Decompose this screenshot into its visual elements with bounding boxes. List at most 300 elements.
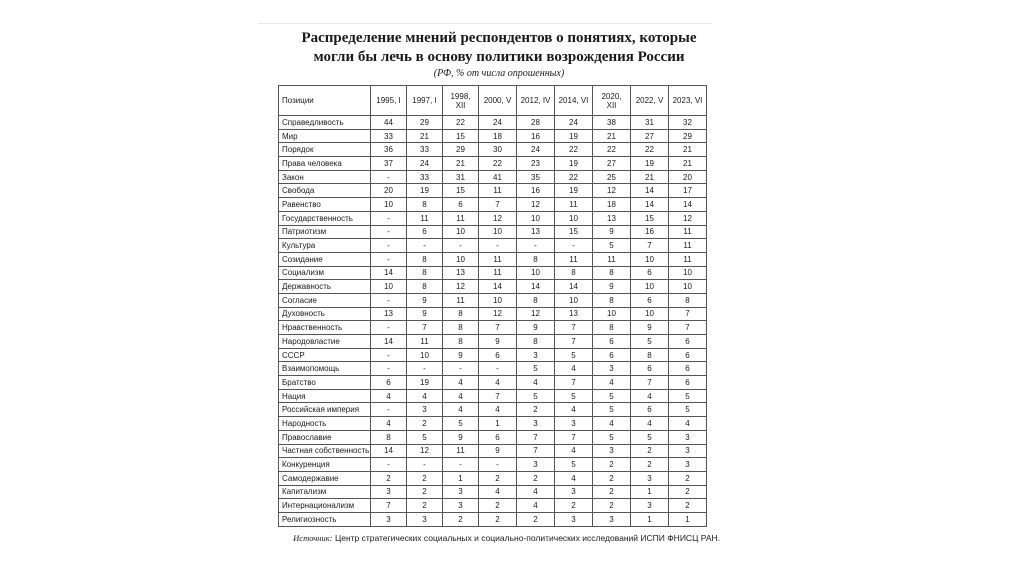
table-cell: - <box>371 362 407 376</box>
table-cell: 38 <box>593 116 631 130</box>
row-label: Созидание <box>279 252 371 266</box>
table-cell: 3 <box>593 444 631 458</box>
column-header-period: 1997, I <box>407 86 443 116</box>
table-cell: 2 <box>443 512 479 526</box>
table-cell: 2 <box>479 471 517 485</box>
table-cell: 13 <box>555 307 593 321</box>
row-label: Братство <box>279 376 371 390</box>
row-label: Взаимопомощь <box>279 362 371 376</box>
table-cell: 21 <box>593 129 631 143</box>
table-cell: 21 <box>631 170 669 184</box>
table-cell: - <box>371 252 407 266</box>
table-cell: 5 <box>669 389 707 403</box>
table-cell: 7 <box>555 376 593 390</box>
table-cell: 2 <box>407 499 443 513</box>
table-cell: 10 <box>631 307 669 321</box>
table-row <box>279 170 707 184</box>
table-cell: 18 <box>479 129 517 143</box>
table-row <box>279 239 707 253</box>
table-row <box>279 184 707 198</box>
table-cell: 21 <box>669 157 707 171</box>
table-row <box>279 348 707 362</box>
table-cell: 19 <box>631 157 669 171</box>
column-header-period: 1995, I <box>371 86 407 116</box>
row-label: Права человека <box>279 157 371 171</box>
table-cell: 2 <box>517 471 555 485</box>
table-cell: 2 <box>371 471 407 485</box>
table-row <box>279 362 707 376</box>
table-cell: 5 <box>669 403 707 417</box>
table-cell: 5 <box>631 335 669 349</box>
table-cell: 15 <box>631 211 669 225</box>
table-cell: - <box>371 293 407 307</box>
table-cell: 44 <box>371 116 407 130</box>
table-cell: 30 <box>479 143 517 157</box>
table-cell: 28 <box>517 116 555 130</box>
table-cell: 21 <box>443 157 479 171</box>
table-cell: 31 <box>443 170 479 184</box>
table-cell: 4 <box>479 403 517 417</box>
source-note <box>270 533 720 543</box>
table-cell: 41 <box>479 170 517 184</box>
table-cell: 8 <box>443 307 479 321</box>
table-cell: 4 <box>443 376 479 390</box>
table-row <box>279 430 707 444</box>
table-cell: 11 <box>669 225 707 239</box>
table-cell: 1 <box>631 485 669 499</box>
table-cell: 23 <box>517 157 555 171</box>
table-cell: 14 <box>555 280 593 294</box>
table-cell: - <box>371 321 407 335</box>
row-label: Государственность <box>279 211 371 225</box>
table-cell: 8 <box>593 266 631 280</box>
table-cell: 11 <box>479 266 517 280</box>
table-cell: 13 <box>593 211 631 225</box>
table-cell: 1 <box>669 512 707 526</box>
table-cell: 35 <box>517 170 555 184</box>
column-header-period: 2014, VI <box>555 86 593 116</box>
table-cell: 19 <box>407 376 443 390</box>
table-cell: 6 <box>593 335 631 349</box>
table-cell: 14 <box>631 184 669 198</box>
row-label: Державность <box>279 280 371 294</box>
table-cell: 9 <box>443 430 479 444</box>
table-cell: 7 <box>555 321 593 335</box>
table-row <box>279 143 707 157</box>
table-cell: 12 <box>407 444 443 458</box>
table-cell: 13 <box>371 307 407 321</box>
table-cell: 8 <box>593 321 631 335</box>
table-cell: 3 <box>669 444 707 458</box>
table-cell: 1 <box>443 471 479 485</box>
table-cell: 2 <box>593 485 631 499</box>
table-cell: - <box>371 170 407 184</box>
table-cell: 4 <box>517 499 555 513</box>
table-cell: 10 <box>479 225 517 239</box>
table-cell: 10 <box>371 280 407 294</box>
table-row <box>279 157 707 171</box>
row-label: Интернационализм <box>279 499 371 513</box>
table-cell: 3 <box>407 403 443 417</box>
row-label: Религиозность <box>279 512 371 526</box>
table-cell: 14 <box>371 335 407 349</box>
table-cell: - <box>371 403 407 417</box>
table-cell: 14 <box>479 280 517 294</box>
table-cell: 3 <box>555 417 593 431</box>
source-text: Центр стратегических социальных и социально-политических исследований ИСПИ ФНИСЦ РАН. <box>332 532 720 543</box>
table-row <box>279 389 707 403</box>
table-row <box>279 266 707 280</box>
table-cell: - <box>443 362 479 376</box>
table-cell: 7 <box>555 335 593 349</box>
table-cell: 2 <box>555 499 593 513</box>
table-cell: 5 <box>555 389 593 403</box>
table-cell: 3 <box>669 430 707 444</box>
opinions-table <box>278 85 707 527</box>
table-cell: 24 <box>555 116 593 130</box>
table-cell: 4 <box>443 403 479 417</box>
table-cell: 8 <box>407 198 443 212</box>
row-label: Частная собственность <box>279 444 371 458</box>
table-cell: 20 <box>669 170 707 184</box>
table-cell: - <box>479 239 517 253</box>
row-label: Социализм <box>279 266 371 280</box>
table-cell: 6 <box>669 362 707 376</box>
table-cell: 31 <box>631 116 669 130</box>
table-cell: 15 <box>555 225 593 239</box>
table-cell: 4 <box>517 485 555 499</box>
table-cell: - <box>517 239 555 253</box>
table-cell: 12 <box>517 307 555 321</box>
title-line-1: Распределение мнений респондентов о понятиях, которые <box>301 30 697 46</box>
table-cell: 6 <box>443 198 479 212</box>
table-cell: 5 <box>631 430 669 444</box>
table-cell: 13 <box>443 266 479 280</box>
table-row <box>279 376 707 390</box>
table-cell: 8 <box>593 293 631 307</box>
table-cell: 7 <box>407 321 443 335</box>
table-cell: 2 <box>517 512 555 526</box>
table-cell: - <box>371 239 407 253</box>
table-cell: 21 <box>407 129 443 143</box>
table-cell: 4 <box>371 389 407 403</box>
table-cell: 24 <box>407 157 443 171</box>
table-cell: 2 <box>593 499 631 513</box>
table-cell: 7 <box>669 321 707 335</box>
table-cell: 2 <box>407 471 443 485</box>
table-row <box>279 458 707 472</box>
table-cell: 22 <box>555 143 593 157</box>
table-cell: 22 <box>443 116 479 130</box>
table-row <box>279 307 707 321</box>
table-cell: 9 <box>443 348 479 362</box>
table-cell: 3 <box>407 512 443 526</box>
table-cell: - <box>407 458 443 472</box>
table-cell: 20 <box>371 184 407 198</box>
table-cell: 6 <box>593 348 631 362</box>
table-row <box>279 225 707 239</box>
table-cell: 5 <box>593 389 631 403</box>
document-page <box>270 29 720 543</box>
table-row <box>279 335 707 349</box>
row-label: Порядок <box>279 143 371 157</box>
table-cell: 22 <box>593 143 631 157</box>
table-row <box>279 417 707 431</box>
table-cell: 4 <box>555 444 593 458</box>
table-cell: 11 <box>669 239 707 253</box>
column-header-period: 2022, V <box>631 86 669 116</box>
table-cell: 2 <box>593 458 631 472</box>
table-row <box>279 280 707 294</box>
table-cell: 3 <box>593 512 631 526</box>
table-cell: 10 <box>555 211 593 225</box>
table-cell: 29 <box>669 129 707 143</box>
table-cell: 11 <box>479 184 517 198</box>
table-cell: 16 <box>517 184 555 198</box>
table-cell: 6 <box>479 348 517 362</box>
table-cell: 24 <box>479 116 517 130</box>
table-cell: 19 <box>555 184 593 198</box>
table-cell: 3 <box>371 485 407 499</box>
table-cell: 14 <box>631 198 669 212</box>
top-divider <box>258 23 712 24</box>
table-cell: 9 <box>631 321 669 335</box>
table-cell: 12 <box>443 280 479 294</box>
table-cell: 7 <box>479 389 517 403</box>
table-cell: 11 <box>555 198 593 212</box>
row-label: Закон <box>279 170 371 184</box>
column-header-period: 2023, VI <box>669 86 707 116</box>
table-cell: 11 <box>443 211 479 225</box>
table-cell: 5 <box>407 430 443 444</box>
column-header-period: 1998, XII <box>443 86 479 116</box>
row-label: Культура <box>279 239 371 253</box>
table-cell: 8 <box>517 335 555 349</box>
table-cell: 6 <box>407 225 443 239</box>
table-cell: 15 <box>443 129 479 143</box>
table-cell: 8 <box>407 280 443 294</box>
table-cell: 3 <box>443 485 479 499</box>
table-cell: 10 <box>443 225 479 239</box>
table-cell: 11 <box>443 444 479 458</box>
table-cell: 4 <box>593 417 631 431</box>
table-cell: 4 <box>407 389 443 403</box>
table-cell: 5 <box>593 239 631 253</box>
table-cell: 5 <box>517 362 555 376</box>
table-row <box>279 198 707 212</box>
table-cell: 3 <box>555 512 593 526</box>
table-cell: 2 <box>631 458 669 472</box>
table-cell: 19 <box>555 157 593 171</box>
table-cell: 10 <box>669 266 707 280</box>
table-cell: 29 <box>443 143 479 157</box>
table-cell: 8 <box>443 335 479 349</box>
row-label: Российская империя <box>279 403 371 417</box>
table-cell: 25 <box>593 170 631 184</box>
row-label: Нравственность <box>279 321 371 335</box>
table-cell: 10 <box>443 252 479 266</box>
table-cell: 3 <box>517 458 555 472</box>
table-cell: 7 <box>517 444 555 458</box>
table-cell: 2 <box>479 499 517 513</box>
table-cell: 7 <box>371 499 407 513</box>
row-label: Свобода <box>279 184 371 198</box>
table-cell: 4 <box>555 403 593 417</box>
table-cell: 3 <box>371 512 407 526</box>
table-row <box>279 116 707 130</box>
document-title <box>270 29 720 67</box>
table-cell: 7 <box>479 198 517 212</box>
table-cell: 5 <box>443 417 479 431</box>
table-cell: 22 <box>631 143 669 157</box>
table-cell: 5 <box>555 348 593 362</box>
table-row <box>279 512 707 526</box>
table-cell: 10 <box>517 211 555 225</box>
table-cell: 15 <box>443 184 479 198</box>
table-cell: - <box>555 239 593 253</box>
table-cell: 6 <box>631 293 669 307</box>
table-cell: - <box>479 458 517 472</box>
table-cell: 3 <box>517 417 555 431</box>
table-cell: 4 <box>593 376 631 390</box>
table-cell: 8 <box>669 293 707 307</box>
table-cell: 22 <box>479 157 517 171</box>
table-row <box>279 293 707 307</box>
column-header-period: 2020, XII <box>593 86 631 116</box>
table-cell: 6 <box>631 403 669 417</box>
table-cell: 9 <box>479 444 517 458</box>
table-cell: 10 <box>631 252 669 266</box>
table-cell: 37 <box>371 157 407 171</box>
table-cell: 11 <box>443 293 479 307</box>
table-cell: 8 <box>407 252 443 266</box>
table-cell: 11 <box>669 252 707 266</box>
table-cell: 19 <box>555 129 593 143</box>
table-cell: 4 <box>443 389 479 403</box>
table-cell: 6 <box>631 362 669 376</box>
table-row <box>279 471 707 485</box>
column-header-positions: Позиции <box>279 86 371 116</box>
table-cell: 1 <box>631 512 669 526</box>
table-cell: 4 <box>669 417 707 431</box>
table-cell: 32 <box>669 116 707 130</box>
table-cell: 4 <box>555 471 593 485</box>
table-cell: 6 <box>631 266 669 280</box>
table-cell: 11 <box>593 252 631 266</box>
table-cell: 13 <box>517 225 555 239</box>
table-cell: - <box>371 225 407 239</box>
row-label: СССР <box>279 348 371 362</box>
row-label: Самодержавие <box>279 471 371 485</box>
table-cell: 8 <box>443 321 479 335</box>
document-subtitle: (РФ, % от числа опрошенных) <box>433 68 565 79</box>
table-cell: 8 <box>517 293 555 307</box>
table-cell: 3 <box>631 499 669 513</box>
table-cell: 12 <box>479 211 517 225</box>
row-label: Конкуренция <box>279 458 371 472</box>
table-cell: 8 <box>371 430 407 444</box>
table-cell: 33 <box>371 129 407 143</box>
source-label: Источник: <box>293 532 333 543</box>
table-cell: 4 <box>555 362 593 376</box>
table-row <box>279 211 707 225</box>
table-cell: - <box>371 458 407 472</box>
table-cell: 4 <box>479 376 517 390</box>
table-cell: 3 <box>555 485 593 499</box>
table-cell: 10 <box>407 348 443 362</box>
table-cell: 14 <box>371 266 407 280</box>
table-cell: 2 <box>517 403 555 417</box>
table-cell: 3 <box>517 348 555 362</box>
row-label: Капитализм <box>279 485 371 499</box>
table-cell: 9 <box>593 225 631 239</box>
table-cell: 4 <box>631 417 669 431</box>
table-cell: 11 <box>407 335 443 349</box>
table-cell: 4 <box>479 485 517 499</box>
table-cell: 14 <box>669 198 707 212</box>
table-cell: 22 <box>555 170 593 184</box>
table-cell: 12 <box>479 307 517 321</box>
table-cell: 8 <box>631 348 669 362</box>
table-cell: 2 <box>407 417 443 431</box>
table-cell: 10 <box>669 280 707 294</box>
table-row <box>279 403 707 417</box>
table-cell: 9 <box>517 321 555 335</box>
table-cell: 9 <box>407 307 443 321</box>
table-cell: 27 <box>593 157 631 171</box>
table-cell: 33 <box>407 170 443 184</box>
table-cell: 6 <box>479 430 517 444</box>
table-cell: 17 <box>669 184 707 198</box>
table-cell: 12 <box>593 184 631 198</box>
table-cell: 11 <box>555 252 593 266</box>
table-cell: 14 <box>517 280 555 294</box>
table-cell: 33 <box>407 143 443 157</box>
table-cell: 8 <box>517 252 555 266</box>
table-cell: 7 <box>555 430 593 444</box>
table-cell: 9 <box>593 280 631 294</box>
table-cell: 21 <box>669 143 707 157</box>
row-label: Православие <box>279 430 371 444</box>
table-cell: 36 <box>371 143 407 157</box>
table-cell: - <box>479 362 517 376</box>
row-label: Равенство <box>279 198 371 212</box>
row-label: Согласие <box>279 293 371 307</box>
table-cell: 4 <box>371 417 407 431</box>
row-label: Патриотизм <box>279 225 371 239</box>
column-header-period: 2012, IV <box>517 86 555 116</box>
table-row <box>279 321 707 335</box>
table-cell: 7 <box>479 321 517 335</box>
table-cell: - <box>371 348 407 362</box>
row-label: Мир <box>279 129 371 143</box>
table-row <box>279 129 707 143</box>
table-cell: 5 <box>593 403 631 417</box>
table-cell: 2 <box>669 499 707 513</box>
table-cell: 9 <box>479 335 517 349</box>
table-cell: 7 <box>631 239 669 253</box>
table-cell: 2 <box>407 485 443 499</box>
table-cell: 10 <box>479 293 517 307</box>
table-cell: 29 <box>407 116 443 130</box>
table-cell: 6 <box>669 376 707 390</box>
table-cell: - <box>443 458 479 472</box>
table-cell: 12 <box>669 211 707 225</box>
table-cell: 5 <box>517 389 555 403</box>
table-cell: 5 <box>555 458 593 472</box>
table-header-row <box>279 86 707 116</box>
table-cell: 9 <box>407 293 443 307</box>
